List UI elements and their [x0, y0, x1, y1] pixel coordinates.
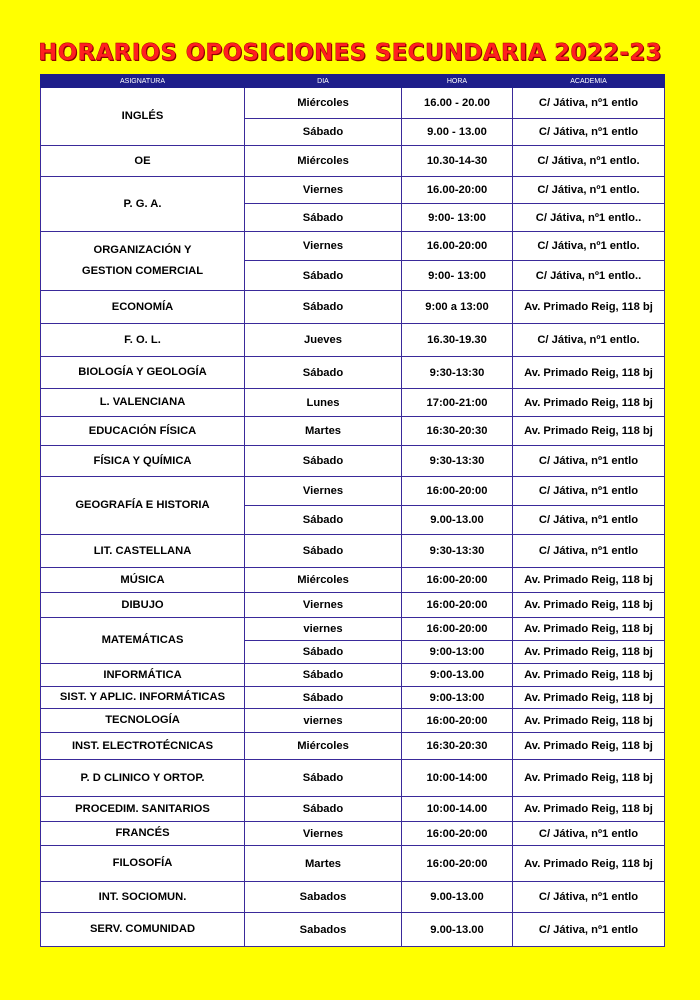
subject-cell	[41, 535, 245, 568]
subject-label: INST. ELECTROTÉCNICAS	[71, 739, 214, 752]
time-cell: 10:00-14.00	[402, 797, 513, 822]
header-time: HORA	[402, 75, 513, 88]
day-cell: Miércoles	[245, 733, 402, 760]
table-row	[41, 88, 665, 119]
table-row	[41, 357, 665, 389]
day-cell: Sábado	[245, 357, 402, 389]
academy-cell: C/ Játiva, nº1 entlo	[513, 882, 665, 913]
day-cell: Sábado	[245, 204, 402, 232]
subject-label: L. VALENCIANA	[99, 396, 186, 408]
time-cell: 16:00-20:00	[402, 846, 513, 882]
day-cell: Sábado	[245, 119, 402, 146]
academy-cell: Av. Primado Reig, 118 bj	[513, 797, 665, 822]
subject-cell	[41, 357, 245, 389]
academy-cell: C/ Játiva, nº1 entlo	[513, 119, 665, 146]
subject-label: P. D CLINICO Y ORTOP.	[80, 771, 205, 784]
academy-cell: C/ Játiva, nº1 entlo	[513, 477, 665, 506]
academy-cell: Av. Primado Reig, 118 bj	[513, 417, 665, 446]
subject-label: OE	[134, 154, 151, 167]
subject-cell	[41, 477, 245, 535]
academy-cell: Av. Primado Reig, 118 bj	[513, 357, 665, 389]
subject-cell	[41, 882, 245, 913]
subject-cell	[41, 687, 245, 709]
subject-cell	[41, 324, 245, 357]
table-row	[41, 822, 665, 846]
academy-cell: C/ Játiva, nº1 entlo.	[513, 146, 665, 177]
subject-label: BIOLOGÍA Y GEOLOGÍA	[78, 366, 207, 378]
time-cell: 9:30-13:30	[402, 357, 513, 389]
table-row	[41, 846, 665, 882]
time-cell: 16.00 - 20.00	[402, 88, 513, 119]
table-row	[41, 709, 665, 733]
subject-cell	[41, 664, 245, 687]
time-cell: 9:30-13:30	[402, 446, 513, 477]
subject-label: PROCEDIM. SANITARIOS	[75, 802, 210, 815]
subject-cell	[41, 88, 245, 146]
academy-cell: Av. Primado Reig, 118 bj	[513, 593, 665, 618]
table-row	[41, 232, 665, 261]
time-cell: 9:00 a 13:00	[402, 291, 513, 324]
academy-cell: C/ Játiva, nº1 entlo.	[513, 232, 665, 261]
table-row	[41, 535, 665, 568]
table-row	[41, 797, 665, 822]
time-cell: 9.00-13.00	[402, 882, 513, 913]
academy-cell: C/ Játiva, nº1 entlo	[513, 913, 665, 947]
day-cell: Sábado	[245, 506, 402, 535]
day-cell: Miércoles	[245, 146, 402, 177]
academy-cell: C/ Játiva, nº1 entlo..	[513, 261, 665, 291]
day-cell: Sábado	[245, 535, 402, 568]
time-cell: 16:00-20:00	[402, 593, 513, 618]
time-cell: 16.30-19.30	[402, 324, 513, 357]
time-cell: 9.00-13.00	[402, 913, 513, 947]
academy-cell: C/ Játiva, nº1 entlo	[513, 506, 665, 535]
subject-cell	[41, 593, 245, 618]
day-cell: Martes	[245, 417, 402, 446]
header-day: DIA	[245, 75, 402, 88]
page-title: HORARIOS OPOSICIONES SECUNDARIA 2022-23	[38, 40, 662, 66]
subject-cell	[41, 177, 245, 232]
table-row	[41, 446, 665, 477]
time-cell: 10:00-14:00	[402, 760, 513, 797]
subject-cell	[41, 760, 245, 797]
table-row	[41, 882, 665, 913]
day-cell: viernes	[245, 618, 402, 641]
table-row	[41, 568, 665, 593]
academy-cell: C/ Játiva, nº1 entlo.	[513, 324, 665, 357]
day-cell: Martes	[245, 846, 402, 882]
subject-cell	[41, 618, 245, 664]
time-cell: 10.30-14-30	[402, 146, 513, 177]
day-cell: Viernes	[245, 477, 402, 506]
table-row	[41, 417, 665, 446]
academy-cell: Av. Primado Reig, 118 bj	[513, 389, 665, 417]
subject-label-line2: GESTION COMERCIAL	[81, 265, 204, 277]
table-row	[41, 389, 665, 417]
table-row	[41, 687, 665, 709]
subject-cell	[41, 822, 245, 846]
day-cell: Miércoles	[245, 88, 402, 119]
subject-cell	[41, 446, 245, 477]
subject-cell	[41, 232, 245, 291]
time-cell: 16:00-20:00	[402, 568, 513, 593]
subject-label: SERV. COMUNIDAD	[89, 923, 196, 935]
academy-cell: C/ Játiva, nº1 entlo	[513, 446, 665, 477]
time-cell: 16:00-20:00	[402, 477, 513, 506]
time-cell: 16.00-20:00	[402, 232, 513, 261]
table-row	[41, 733, 665, 760]
subject-cell	[41, 568, 245, 593]
day-cell: Sábado	[245, 261, 402, 291]
subject-label: FRANCÉS	[115, 827, 170, 839]
subject-cell	[41, 389, 245, 417]
table-row	[41, 291, 665, 324]
day-cell: Sábado	[245, 641, 402, 664]
academy-cell: C/ Játiva, nº1 entlo	[513, 535, 665, 568]
academy-cell: C/ Játiva, nº1 entlo	[513, 822, 665, 846]
table-header-row	[41, 75, 665, 88]
academy-cell: C/ Játiva, nº1 entlo	[513, 88, 665, 119]
academy-cell: Av. Primado Reig, 118 bj	[513, 733, 665, 760]
day-cell: Sábado	[245, 291, 402, 324]
academy-cell: Av. Primado Reig, 118 bj	[513, 664, 665, 687]
subject-label: GEOGRAFÍA E HISTORIA	[75, 499, 210, 511]
academy-cell: C/ Játiva, nº1 entlo..	[513, 204, 665, 232]
subject-cell	[41, 733, 245, 760]
table-row	[41, 324, 665, 357]
time-cell: 9.00 - 13.00	[402, 119, 513, 146]
subject-cell	[41, 913, 245, 947]
subject-label: TECNOLOGÍA	[105, 714, 180, 726]
day-cell: Sábado	[245, 664, 402, 687]
time-cell: 17:00-21:00	[402, 389, 513, 417]
day-cell: Sábado	[245, 446, 402, 477]
subject-label: MATEMÁTICAS	[101, 634, 184, 646]
time-cell: 16:30-20:30	[402, 733, 513, 760]
subject-label: INGLÉS	[121, 110, 164, 122]
subject-label: FILOSOFÍA	[112, 857, 173, 869]
header-subject: ASIGNATURA	[41, 75, 245, 88]
time-cell: 16.00-20:00	[402, 177, 513, 204]
day-cell: Jueves	[245, 324, 402, 357]
academy-cell: Av. Primado Reig, 118 bj	[513, 641, 665, 664]
subject-label: MÚSICA	[120, 573, 165, 586]
table-row	[41, 760, 665, 797]
academy-cell: Av. Primado Reig, 118 bj	[513, 846, 665, 882]
subject-label: FÍSICA Y QUÍMICA	[93, 454, 192, 467]
subject-cell	[41, 709, 245, 733]
day-cell: Sábado	[245, 760, 402, 797]
day-cell: Sabados	[245, 882, 402, 913]
day-cell: viernes	[245, 709, 402, 733]
table-row	[41, 664, 665, 687]
table-row	[41, 146, 665, 177]
subject-cell	[41, 797, 245, 822]
academy-cell: Av. Primado Reig, 118 bj	[513, 760, 665, 797]
day-cell: Sábado	[245, 797, 402, 822]
day-cell: Sábado	[245, 687, 402, 709]
schedule-table	[40, 74, 665, 947]
table-row	[41, 913, 665, 947]
time-cell: 16:00-20:00	[402, 618, 513, 641]
subject-label: ORGANIZACIÓN Y	[93, 244, 192, 256]
academy-cell: Av. Primado Reig, 118 bj	[513, 291, 665, 324]
schedule-body	[41, 88, 665, 947]
time-cell: 16:30-20:30	[402, 417, 513, 446]
day-cell: Viernes	[245, 822, 402, 846]
subject-label: P. G. A.	[123, 197, 162, 210]
academy-cell: Av. Primado Reig, 118 bj	[513, 568, 665, 593]
subject-label: DIBUJO	[121, 598, 164, 611]
day-cell: Lunes	[245, 389, 402, 417]
academy-cell: Av. Primado Reig, 118 bj	[513, 709, 665, 733]
subject-cell	[41, 846, 245, 882]
time-cell: 9:00-13:00	[402, 641, 513, 664]
day-cell: Sabados	[245, 913, 402, 947]
time-cell: 16:00-20:00	[402, 822, 513, 846]
subject-label: SIST. Y APLIC. INFORMÁTICAS	[59, 691, 226, 703]
subject-cell	[41, 417, 245, 446]
subject-cell	[41, 146, 245, 177]
day-cell: Viernes	[245, 177, 402, 204]
time-cell: 9.00-13.00	[402, 506, 513, 535]
academy-cell: Av. Primado Reig, 118 bj	[513, 687, 665, 709]
time-cell: 16:00-20:00	[402, 709, 513, 733]
subject-label: EDUCACIÓN FÍSICA	[88, 424, 197, 437]
subject-label: INT. SOCIOMUN.	[98, 890, 187, 903]
header-academy: ACADEMIA	[513, 75, 665, 88]
table-row	[41, 618, 665, 641]
day-cell: Miércoles	[245, 568, 402, 593]
time-cell: 9:00- 13:00	[402, 261, 513, 291]
day-cell: Viernes	[245, 232, 402, 261]
subject-label: LIT. CASTELLANA	[93, 544, 192, 557]
time-cell: 9:00-13:00	[402, 687, 513, 709]
time-cell: 9:00-13.00	[402, 664, 513, 687]
subject-label: F. O. L.	[124, 333, 161, 346]
academy-cell: C/ Játiva, nº1 entlo.	[513, 177, 665, 204]
subject-label: INFORMÁTICA	[103, 668, 182, 681]
day-cell: Viernes	[245, 593, 402, 618]
academy-cell: Av. Primado Reig, 118 bj	[513, 618, 665, 641]
time-cell: 9:30-13:30	[402, 535, 513, 568]
table-row	[41, 593, 665, 618]
time-cell: 9:00- 13:00	[402, 204, 513, 232]
subject-cell	[41, 291, 245, 324]
subject-label: ECONOMÍA	[111, 300, 174, 313]
table-row	[41, 477, 665, 506]
table-row	[41, 177, 665, 204]
